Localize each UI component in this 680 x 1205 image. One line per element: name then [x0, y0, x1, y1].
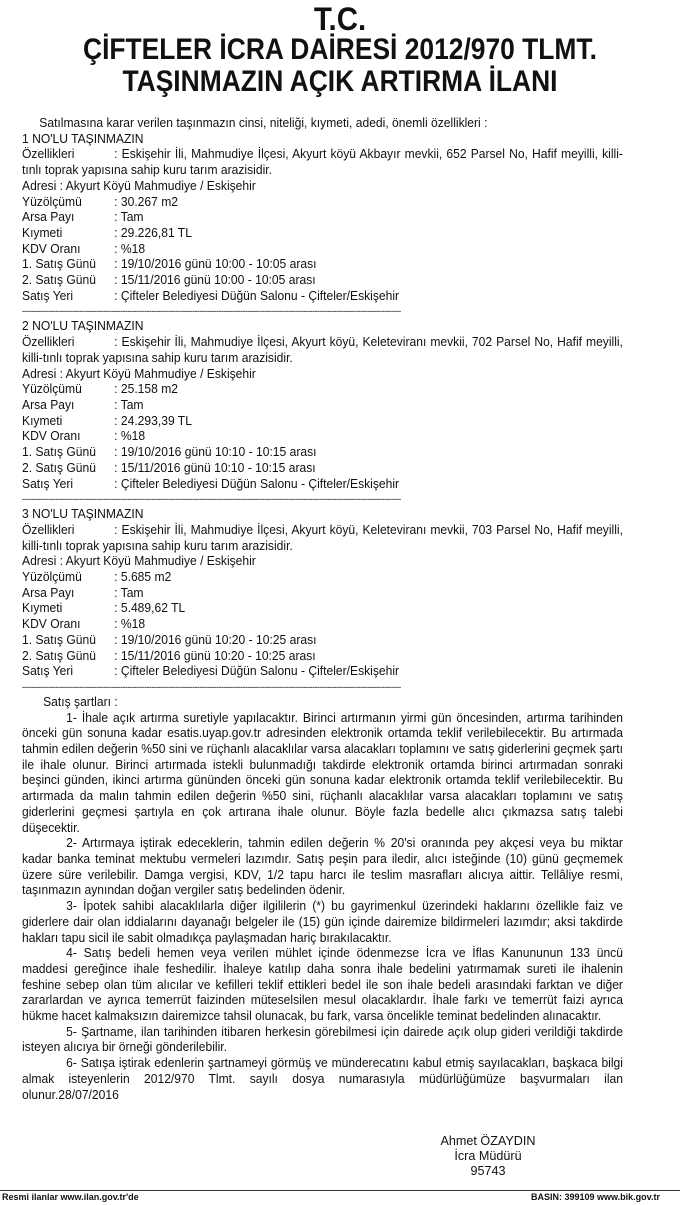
property-block — [22, 319, 623, 492]
share-value: : Tam — [114, 585, 144, 600]
vat-value: : %18 — [114, 241, 146, 256]
property-title: 1 NO'LU TAŞINMAZIN — [22, 131, 144, 146]
header-title-notice: TAŞINMAZIN AÇIK ARTIRMA İLANI — [122, 65, 558, 98]
condition-item: 4- Satış bedeli hemen veya verilen mühlet içinde ödenmezse İcra ve İflas Kanununun 133 üncü maddesi gereğince ihale feshedilir. İhaleye katılıp daha sonra ihale bedelini yatırmamak sureti ile ihalenin feshine sebep olan tüm alıcılar ve kefilleri teklif ettikleri bedel ile son ihale bedeli arasındaki farktan ve diğer zararlardan ve ayrıca temerrüt faizinden müteselsilen mesul olacaklardır. İhale farkı ve temerrüt faizi ayrıca hükme hacet kalmaksızın dairemizce tahsil olunacak, bu fark, varsa öncelikle teminat bedelinden alınacaktır. — [22, 946, 623, 1024]
value-label: Kıymeti — [22, 413, 63, 428]
place-value: : Çifteler Belediyesi Düğün Salonu - Çifteler/Eskişehir — [114, 288, 400, 303]
sale1-label: 1. Satış Günü — [22, 257, 96, 272]
share-label: Arsa Payı — [22, 585, 75, 600]
property-sale1 — [22, 633, 623, 649]
conditions-title: Satış şartları : — [43, 694, 118, 709]
header-title-office: ÇİFTELER İCRA DAİRESİ 2012/970 TLMT. — [83, 33, 597, 66]
area-label: Yüzölçümü — [22, 570, 82, 585]
property-sale1 — [22, 257, 623, 273]
sale1-value: : 19/10/2016 günü 10:20 - 10:25 arası — [114, 632, 317, 647]
value-amount: : 5.489,62 TL — [114, 601, 186, 616]
signer-role: İcra Müdürü — [454, 1149, 522, 1163]
value-label: Kıymeti — [22, 601, 63, 616]
vat-value: : %18 — [114, 429, 146, 444]
property-sale2 — [22, 649, 623, 665]
share-label: Arsa Payı — [22, 397, 75, 412]
footer-right: BASIN: 399109 www.bik.gov.tr — [530, 1192, 660, 1202]
sale-conditions — [22, 695, 623, 1103]
condition-item: 2- Artırmaya iştirak edeceklerin, tahmin edilen değerin % 20'si oranında pey akçesi veya bu miktar kadar banka teminat mektubu vermeleri lazımdır. Satış peşin para iledir, alıcı isteğinde (10) günü geçmemek üzere süre verilebilir. Damga vergisi, KDV, 1/2 tapu harcı ile teslim masrafları alıcıya aittir. Tellâliye resmi, taşınmazın aynından doğan vergiler satış bedelinden ödenir. — [22, 836, 623, 898]
property-sale1 — [22, 445, 623, 461]
separator: -------------------------------------------------------------------------------------------------------------------------------------------------------------- — [22, 306, 401, 317]
footer-left: Resmi ilanlar www.ilan.gov.tr'de — [2, 1192, 139, 1202]
property-share — [22, 398, 623, 414]
property-value — [22, 414, 623, 430]
area-value: : 30.267 m2 — [114, 194, 179, 209]
condition-item: 6- Satışa iştirak edenlerin şartnameyi görmüş ve münderecatını kabul etmiş sayılacakları, başkaca bilgi almak isteyenlerin 2012/970 Tlmt. sayılı dosya numarasıyla müdürlüğümüze başvurmaları ilan olunur.28/07/2016 — [22, 1056, 623, 1102]
header-title-tc: T.C. — [313, 1, 367, 37]
vat-label: KDV Oranı — [22, 429, 81, 444]
property-sale2 — [22, 461, 623, 477]
property-area — [22, 195, 623, 211]
sale1-value: : 19/10/2016 günü 10:00 - 10:05 arası — [114, 257, 317, 272]
sale1-label: 1. Satış Günü — [22, 445, 96, 460]
area-value: : 25.158 m2 — [114, 382, 179, 397]
condition-item: 5- Şartname, ilan tarihinden itibaren herkesin görebilmesi için dairede açık olup gideri verildiği takdirde isteyen alıcıya bir örneği gönderilebilir. — [22, 1024, 623, 1055]
vat-value: : %18 — [114, 617, 146, 632]
sale1-value: : 19/10/2016 günü 10:10 - 10:15 arası — [114, 445, 317, 460]
header — [0, 1, 680, 98]
sale2-label: 2. Satış Günü — [22, 460, 96, 475]
property-vat — [22, 617, 623, 633]
property-sale2 — [22, 273, 623, 289]
separator: -------------------------------------------------------------------------------------------------------------------------------------------------------------- — [22, 681, 401, 692]
place-value: : Çifteler Belediyesi Düğün Salonu - Çifteler/Eskişehir — [114, 664, 400, 679]
property-block — [22, 132, 623, 305]
share-label: Arsa Payı — [22, 210, 75, 225]
condition-item: 3- İpotek sahibi alacaklılarla diğer ilgililerin (*) bu gayrimenkul üzerindeki haklarını özellikle faiz ve giderlere dair olan iddialarını dayanağı belgeler ile (15) gün içinde dairemize bildirmeleri lazımdır; aksi takdirde hakları tapu sicil ile sabit olmadıkça paylaşmadan hariç bırakılacaktır. — [22, 899, 623, 945]
property-area — [22, 570, 623, 586]
sale2-value: : 15/11/2016 günü 10:00 - 10:05 arası — [114, 273, 316, 288]
area-label: Yüzölçümü — [22, 194, 82, 209]
features-value: : Eskişehir İli, Mahmudiye İlçesi, Akyurt köyü, Keleteviranı mevkii, 703 Parsel No, Hafif meyilli, killi-tınlı toprak yapısına sahip kuru tarım arazisidir. — [22, 522, 623, 553]
property-title: 3 NO'LU TAŞINMAZIN — [22, 507, 144, 522]
separator: -------------------------------------------------------------------------------------------------------------------------------------------------------------- — [22, 494, 401, 505]
place-label: Satış Yeri — [22, 476, 74, 491]
property-address: Adresi : Akyurt Köyü Mahmudiye / Eskişehir — [22, 554, 256, 569]
condition-item: 1- İhale açık artırma suretiyle yapılacaktır. Birinci artırmanın yirmi gün öncesinden, artırma tarihinden önceki gün sonuna kadar esatis.uyap.gov.tr adresinden elektronik ortamda teklif verilebilecektir. Bu artırmada tahmin edilen değerin %50 sini ve rüçhanlı alacaklılar varsa alacakları toplamını ve satış giderlerini geçmek şartı ile ihale olunur. Birinci artırmada istekli bulunmadığı takdirde elektronik ortamda birinci artırmadan sonraki beşinci günden, ikinci artırma gününden önceki gün sonuna kadar elektronik ortamda teklif verilebilecektir. Bu artırmada da malın tahmin edilen değerin %50 sini, rüçhanlı alacaklılar varsa alacakları toplamını ve satış giderlerini geçmesi şartıyla en çok artırana ihale olunur. Böyle fazla bedelle alıcı çıkmazsa satış talebi düşecektir. — [22, 710, 623, 835]
property-vat — [22, 429, 623, 445]
signature-block — [428, 1134, 548, 1179]
property-title: 2 NO'LU TAŞINMAZIN — [22, 319, 144, 334]
property-share — [22, 586, 623, 602]
intro-text: Satılmasına karar verilen taşınmazın cinsi, niteliği, kıymeti, adedi, önemli özellikleri : — [39, 116, 488, 130]
footer — [0, 1190, 680, 1205]
property-value — [22, 226, 623, 242]
value-amount: : 24.293,39 TL — [114, 413, 192, 428]
notice-number: 95743 — [470, 1164, 506, 1178]
property-share — [22, 210, 623, 226]
property-place — [22, 289, 623, 305]
property-place — [22, 477, 623, 493]
place-label: Satış Yeri — [22, 664, 74, 679]
place-label: Satış Yeri — [22, 288, 74, 303]
value-amount: : 29.226,81 TL — [114, 225, 192, 240]
sale2-value: : 15/11/2016 günü 10:20 - 10:25 arası — [114, 648, 316, 663]
features-label: Özellikleri — [22, 522, 75, 537]
share-value: : Tam — [114, 397, 144, 412]
features-label: Özellikleri — [22, 147, 75, 162]
features-label: Özellikleri — [22, 335, 75, 350]
property-place — [22, 664, 623, 680]
share-value: : Tam — [114, 210, 144, 225]
property-address: Adresi : Akyurt Köyü Mahmudiye / Eskişehir — [22, 366, 256, 381]
sale2-label: 2. Satış Günü — [22, 273, 96, 288]
vat-label: KDV Oranı — [22, 241, 81, 256]
vat-label: KDV Oranı — [22, 617, 81, 632]
features-value: : Eskişehir İli, Mahmudiye İlçesi, Akyurt köyü, Keleteviranı mevkii, 702 Parsel No, Hafif meyilli, killi-tınlı toprak yapısına sahip kuru tarım arazisidir. — [22, 335, 623, 365]
area-label: Yüzölçümü — [22, 382, 82, 397]
property-value — [22, 601, 623, 617]
sale1-label: 1. Satış Günü — [22, 632, 96, 647]
signer-name: Ahmet ÖZAYDIN — [440, 1134, 536, 1148]
property-block — [22, 507, 623, 680]
place-value: : Çifteler Belediyesi Düğün Salonu - Çifteler/Eskişehir — [114, 476, 400, 491]
property-area — [22, 382, 623, 398]
value-label: Kıymeti — [22, 225, 63, 240]
sale2-label: 2. Satış Günü — [22, 648, 96, 663]
area-value: : 5.685 m2 — [114, 570, 172, 585]
property-address: Adresi : Akyurt Köyü Mahmudiye / Eskişehir — [22, 178, 256, 193]
property-vat — [22, 242, 623, 258]
notice-body — [22, 116, 623, 1103]
features-value: : Eskişehir İli, Mahmudiye İlçesi, Akyurt köyü Akbayır mevkii, 652 Parsel No, Hafif meyilli, killi-tınlı toprak yapısına sahip kuru tarım arazisidir. — [22, 147, 623, 178]
sale2-value: : 15/11/2016 günü 10:10 - 10:15 arası — [114, 460, 316, 475]
